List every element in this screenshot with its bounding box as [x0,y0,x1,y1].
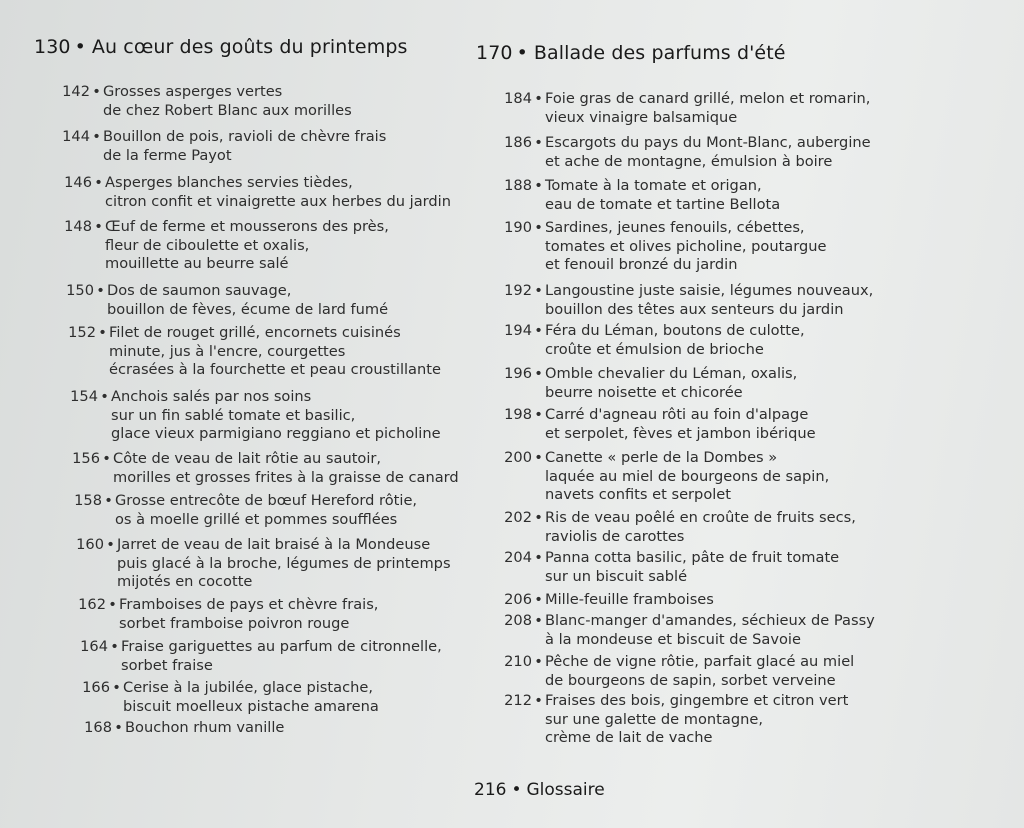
bullet: • [534,177,543,194]
entry-line: Côte de veau de lait rôtie au sautoir, [113,450,382,467]
entry-text [109,324,441,380]
bullet: • [534,406,543,423]
menu-entry [38,282,388,319]
entry-text [111,388,441,444]
entry-page-number: 184 [504,90,532,107]
bullet: • [534,134,543,151]
entry-page-number: 194 [504,322,532,339]
entry-line: sur un fin sablé tomate et basilic, [111,406,356,424]
bullet: • [534,90,543,107]
entry-line: Œuf de ferme et mousserons des près, [105,218,389,235]
bullet: • [534,612,543,629]
footer-title: Glossaire [526,780,605,800]
entry-line: Jarret de veau de lait braisé à la Mondeuse [117,536,431,553]
section-title: Ballade des parfums d'été [533,42,786,64]
entry-page-number: 212 [504,692,532,709]
entry-page-number: 198 [504,406,532,423]
entry-page-number: 186 [504,134,532,151]
menu-entry [476,282,873,319]
entry-line: sorbet framboise poivron rouge [119,614,350,632]
entry-text [123,679,379,716]
entry-line: navets confits et serpolet [545,486,731,503]
entry-line: Asperges blanches servies tièdes, [105,174,353,191]
entry-text [545,509,856,546]
section-page-number: 130 [34,36,71,58]
entry-text [117,536,451,592]
entry-line: mijotés en cocotte [117,573,253,590]
menu-entry [56,719,284,738]
entry-text [103,83,352,120]
menu-entry [44,450,459,487]
bullet: • [534,692,543,709]
entry-line: Cerise à la jubilée, glace pistache, [123,679,373,696]
section-page-number: 170 [476,42,513,64]
entry-line: crème de lait de vache [545,729,713,746]
entry-line: Féra du Léman, boutons de culotte, [545,322,805,339]
bullet: • [534,365,543,382]
entry-page-number: 154 [70,388,98,405]
entry-line: Ris de veau poêlé en croûte de fruits secs, [545,509,856,526]
entry-page-number: 200 [504,449,532,466]
entry-text [545,612,875,649]
menu-entry [46,492,417,529]
bullet: • [534,591,543,608]
bullet: • [100,388,109,405]
menu-entry [52,638,442,675]
bullet: • [534,549,543,566]
entry-line: Carré d'agneau rôti au foin d'alpage [545,406,809,423]
entry-text [545,692,848,748]
entry-line: sur un biscuit sablé [545,567,688,585]
entry-line: Langoustine juste saisie, légumes nouveaux, [545,282,874,299]
entry-line: sur une galette de montagne, [545,710,763,728]
menu-entry [476,406,816,443]
entry-line: bouillon des têtes aux senteurs du jardin [545,300,844,318]
entry-line: écrasées à la fourchette et peau croustillante [109,361,441,378]
entry-line: Panna cotta basilic, pâte de fruit tomate [545,549,840,566]
menu-entry [476,365,797,402]
entry-page-number: 146 [64,174,92,191]
entry-line: bouillon de fèves, écume de lard fumé [107,300,389,318]
entry-line: fleur de ciboulette et oxalis, [105,236,310,254]
section-heading-right [476,42,786,64]
entry-line: sorbet fraise [121,656,213,674]
entry-text [545,177,780,214]
entry-line: puis glacé à la broche, légumes de printemps [117,554,451,572]
entry-line: os à moelle grillé et pommes soufflées [115,510,398,528]
entry-line: Omble chevalier du Léman, oxalis, [545,365,798,382]
entry-line: croûte et émulsion de brioche [545,340,764,358]
bullet: • [106,536,115,553]
entry-page-number: 144 [62,128,90,145]
menu-entry [476,449,829,505]
menu-entry [476,692,848,748]
entry-page-number: 142 [62,83,90,100]
menu-entry [48,536,451,592]
menu-entry [34,83,352,120]
entry-line: et serpolet, fèves et jambon ibérique [545,424,816,442]
entry-line: Filet de rouget grillé, encornets cuisinés [109,324,401,341]
entry-line: Grosse entrecôte de bœuf Hereford rôtie, [115,492,418,509]
entry-line: de chez Robert Blanc aux morilles [103,101,352,119]
entry-page-number: 210 [504,653,532,670]
entry-page-number: 158 [74,492,102,509]
entry-line: morilles et grosses frites à la graisse de canard [113,468,459,486]
menu-entry [476,612,875,649]
bullet: • [102,450,111,467]
entry-text [545,90,870,127]
entry-page-number: 168 [84,719,112,736]
menu-entry [476,591,714,610]
entry-line: de la ferme Payot [103,146,232,164]
entry-line: mouillette au beurre salé [105,255,289,272]
entry-page-number: 208 [504,612,532,629]
entry-line: Foie gras de canard grillé, melon et romarin, [545,90,871,107]
entry-line: raviolis de carottes [545,527,685,545]
menu-entry [476,549,839,586]
menu-entry [476,219,826,275]
entry-text [545,549,839,586]
entry-text [125,719,284,738]
menu-entry [34,128,386,165]
menu-entry [36,174,451,211]
entry-page-number: 156 [72,450,100,467]
entry-text [107,282,388,319]
entry-line: Bouillon de pois, ravioli de chèvre frais [103,128,387,145]
entry-page-number: 160 [76,536,104,553]
entry-line: Anchois salés par nos soins [111,388,312,405]
entry-text [545,365,797,402]
bullet: • [74,36,86,58]
bullet: • [98,324,107,341]
entry-line: Mille-feuille framboises [545,591,714,608]
bullet: • [94,218,103,235]
entry-line: et fenouil bronzé du jardin [545,256,738,273]
entry-line: beurre noisette et chicorée [545,383,743,401]
entry-page-number: 196 [504,365,532,382]
footer-entry [474,780,605,800]
entry-line: Fraise gariguettes au parfum de citronnelle, [121,638,442,655]
bullet: • [114,719,123,736]
menu-entry [476,322,805,359]
entry-line: Framboises de pays et chèvre frais, [119,596,379,613]
entry-page-number: 206 [504,591,532,608]
entry-page-number: 148 [64,218,92,235]
entry-text [545,591,714,610]
entry-page-number: 164 [80,638,108,655]
bullet: • [108,596,117,613]
entry-line: eau de tomate et tartine Bellota [545,195,781,213]
entry-line: Sardines, jeunes fenouils, cébettes, [545,219,805,236]
entry-page-number: 162 [78,596,106,613]
entry-line: minute, jus à l'encre, courgettes [109,342,346,360]
footer-page-number: 216 [474,780,507,800]
menu-entry [36,218,389,274]
entry-page-number: 152 [68,324,96,341]
bullet: • [534,449,543,466]
entry-line: Canette « perle de la Dombes » [545,449,778,466]
entry-line: Blanc-manger d'amandes, séchieux de Passy [545,612,875,629]
bullet: • [534,653,543,670]
bullet: • [94,174,103,191]
menu-entry [40,324,441,380]
entry-page-number: 150 [66,282,94,299]
entry-text [119,596,378,633]
entry-page-number: 192 [504,282,532,299]
entry-text [545,406,816,443]
entry-line: de bourgeons de sapin, sorbet verveine [545,671,836,689]
entry-page-number: 202 [504,509,532,526]
entry-line: à la mondeuse et biscuit de Savoie [545,630,801,648]
menu-entry [50,596,378,633]
entry-text [545,653,854,690]
bullet: • [96,282,105,299]
bullet: • [534,322,543,339]
entry-text [545,322,805,359]
entry-line: Bouchon rhum vanille [125,719,285,736]
entry-line: et ache de montagne, émulsion à boire [545,152,833,170]
bullet: • [511,780,522,800]
entry-text [545,449,829,505]
entry-text [105,218,389,274]
menu-entry [42,388,441,444]
entry-page-number: 204 [504,549,532,566]
menu-entry [476,653,854,690]
entry-line: Fraises des bois, gingembre et citron vert [545,692,849,709]
entry-line: Grosses asperges vertes [103,83,283,100]
entry-text [113,450,459,487]
entry-text [105,174,451,211]
menu-entry [476,134,871,171]
entry-text [545,219,826,275]
entry-line: Tomate à la tomate et origan, [545,177,762,194]
bullet: • [516,42,528,64]
entry-line: citron confit et vinaigrette aux herbes du jardin [105,192,451,210]
entry-text [121,638,442,675]
entry-text [103,128,386,165]
entry-text [115,492,417,529]
entry-line: Pêche de vigne rôtie, parfait glacé au miel [545,653,855,670]
entry-line: Escargots du pays du Mont-Blanc, aubergine [545,134,871,151]
bullet: • [534,282,543,299]
bullet: • [534,509,543,526]
entry-page-number: 188 [504,177,532,194]
entry-line: vieux vinaigre balsamique [545,108,738,126]
menu-entry [476,177,780,214]
entry-page-number: 190 [504,219,532,236]
entry-line: glace vieux parmigiano reggiano et picholine [111,425,441,442]
bullet: • [112,679,121,696]
entry-line: biscuit moelleux pistache amarena [123,697,379,715]
entry-text [545,282,873,319]
section-title: Au cœur des goûts du printemps [91,36,408,58]
bullet: • [92,83,101,100]
bullet: • [92,128,101,145]
menu-entry [476,90,870,127]
menu-entry [476,509,856,546]
entry-line: Dos de saumon sauvage, [107,282,292,299]
bullet: • [110,638,119,655]
entry-line: tomates et olives picholine, poutargue [545,237,827,255]
entry-line: laquée au miel de bourgeons de sapin, [545,467,830,485]
bullet: • [104,492,113,509]
menu-entry [54,679,379,716]
entry-text [545,134,871,171]
section-heading-left [34,36,408,58]
entry-page-number: 166 [82,679,110,696]
bullet: • [534,219,543,236]
